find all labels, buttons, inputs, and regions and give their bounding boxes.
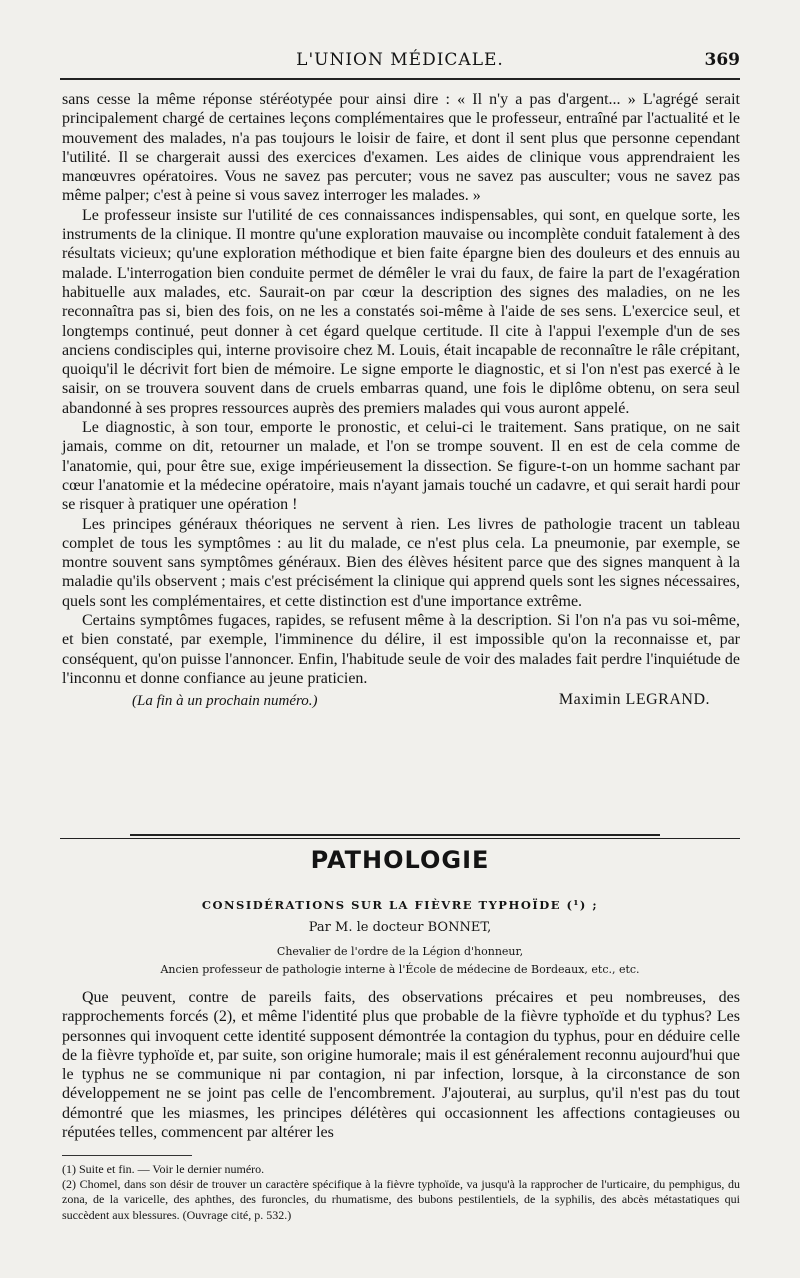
previous-article-body	[62, 90, 740, 712]
paragraph: Le diagnostic, à son tour, emporte le pronostic, et celui-ci le traitement. Sans pratique, on ne sait jamais, comme on dit, retourner un malade, et l'on se trompe souvent. Il en est de cela comme de l'anatomie, qui, pour être sue, exige impérieusement la dissection. Se figure-t-on un homme sachant par cœur l'anatomie et la médecine opératoire, mais n'ayant jamais touché un cadavre, et qui serait hardi pour se risquer à pratiquer une opération !	[62, 419, 740, 514]
paragraph: Le professeur insiste sur l'utilité de ces connaissances indispensables, qui sont, en quelque sorte, les instruments de la clinique. Il montre qu'une exploration mauvaise ou incomplète conduit fatalement à des résultats vicieux; qu'une exploration méthodique et bien faite épargne bien des douleurs et des ennuis au malade. L'interrogation bien conduite permet de démêler le vrai du faux, de faire la part de l'exagération habituelle aux malades, etc. Saurait-on par cœur la description des signes des maladies, on ne les reconnaîtra pas si, bien des fois, on ne les a constatés soi-même à l'aide de ses sens. L'exercice seul, et longtemps continué, peut donner à cet égard quelque certitude. Il cite à l'appui l'exemple d'un de ses anciens condisciples qui, interne provisoire chez M. Louis, était incapable de reconnaître le râle crépitant, quoiqu'il le décrivit fort bien de mémoire. Le signe emporte le diagnostic, et si l'on n'est pas exercé à le saisir, on se trouvera souvent dans de cruels embarras quand, une fois le diplôme obtenu, on sera seul abandonné à ses propres ressources auprès des premiers malades qui vous auront appelé.	[62, 206, 740, 417]
section-divider-thin	[60, 838, 740, 839]
section-divider	[130, 834, 660, 836]
footnote: (1) Suite et fin. — Voir le dernier numéro.	[62, 1162, 265, 1176]
running-title: L'UNION MÉDICALE.	[296, 50, 504, 70]
footnotes	[62, 1162, 740, 1223]
signature-line	[62, 690, 740, 712]
author-credential: Ancien professeur de pathologie interne à l'École de médecine de Bordeaux, etc., etc.	[160, 963, 640, 976]
page-header	[60, 50, 740, 76]
section-heading: PATHOLOGIE	[310, 846, 490, 874]
paragraph: Que peuvent, contre de pareils faits, des observations précaires et peu nombreuses, des rapprochements forcés (2), et même l'identité plus que probable de la fièvre typhoïde et du typhus? Les personnes qui invoquent cette identité supposent démontrée la contagion du typhus, pour en déduire celle de la fièvre typhoïde et, par suite, son origine humorale; mais il est généralement reconnu aujourd'hui que le typhus ne se communique ni par contagion, ni par infection, lorsque, à la circonstance de son développement ne se joint pas celle de l'encombrement. J'ajouterai, au surplus, qu'il n'est pas du tout démontré que les miasmes, les principes délétères qui occasionnent les affections contagieuses ou réputées telles, commencent par altérer les	[62, 989, 740, 1142]
article-body	[62, 988, 740, 1142]
author-credential: Chevalier de l'ordre de la Légion d'honneur,	[276, 945, 524, 958]
page-number: 369	[704, 50, 740, 70]
byline: Par M. le docteur BONNET,	[308, 920, 492, 935]
author-signature: Maximin LEGRAND.	[558, 691, 710, 709]
paragraph: Certains symptômes fugaces, rapides, se refusent même à la description. Si l'on n'a pas vu soi-même, et bien constaté, par exemple, l'imminence du délire, il est impossible qu'on la reconnaisse et, par conséquent, qu'on puisse l'annoncer. Enfin, l'habitude seule de voir des malades fait perdre l'inquiétude de l'inconnu et donne confiance au jeune praticien.	[62, 612, 740, 687]
paragraph: sans cesse la même réponse stéréotypée pour ainsi dire : « Il n'y a pas d'argent... » L'agrégé serait principalement chargé de certaines leçons complémentaires que le professeur, entraîné par l'actualité et le mouvement des malades, n'a pas toujours le loisir de faire, et dont il sent plus que personne cependant l'utilité. Il se chargerait aussi des exercices d'examen. Les aides de clinique vous apprendraient les manœuvres opératoires. Vous ne savez pas percuter; vous ne savez pas ausculter; vous ne savez pas même palper; c'est à peine si vous savez interroger les malades. »	[62, 91, 740, 205]
header-rule	[60, 78, 740, 80]
article-title: CONSIDÉRATIONS SUR LA FIÈVRE TYPHOÏDE (¹) ;	[201, 898, 599, 912]
footnote: (2) Chomel, dans son désir de trouver un caractère spécifique à la fièvre typhoïde, va jusqu'à la rapprocher de l'urticaire, du pemphigus, du zona, de la varicelle, des aphthes, des furoncles, du rhumatisme, des bubons pestilentiels, de la syphilis, des abcès métastatiques qui succèdent aux blessures. (Ouvrage cité, p. 532.)	[62, 1177, 740, 1222]
continued-note: (La fin à un prochain numéro.)	[132, 693, 318, 710]
paragraph: Les principes généraux théoriques ne servent à rien. Les livres de pathologie tracent un tableau complet de tous les symptômes : au lit du malade, ce n'est plus cela. La pneumonie, par exemple, se montre souvent sans symptômes généraux. Bien des élèves hésitent parce que des signes manquent à la maladie qu'ils observent ; mais c'est précisément la clinique qui apprend quels sont les signes nécessaires, quels sont les complémentaires, et cette distinction est d'une importance extrême.	[62, 515, 740, 610]
footnote-rule	[62, 1155, 192, 1156]
